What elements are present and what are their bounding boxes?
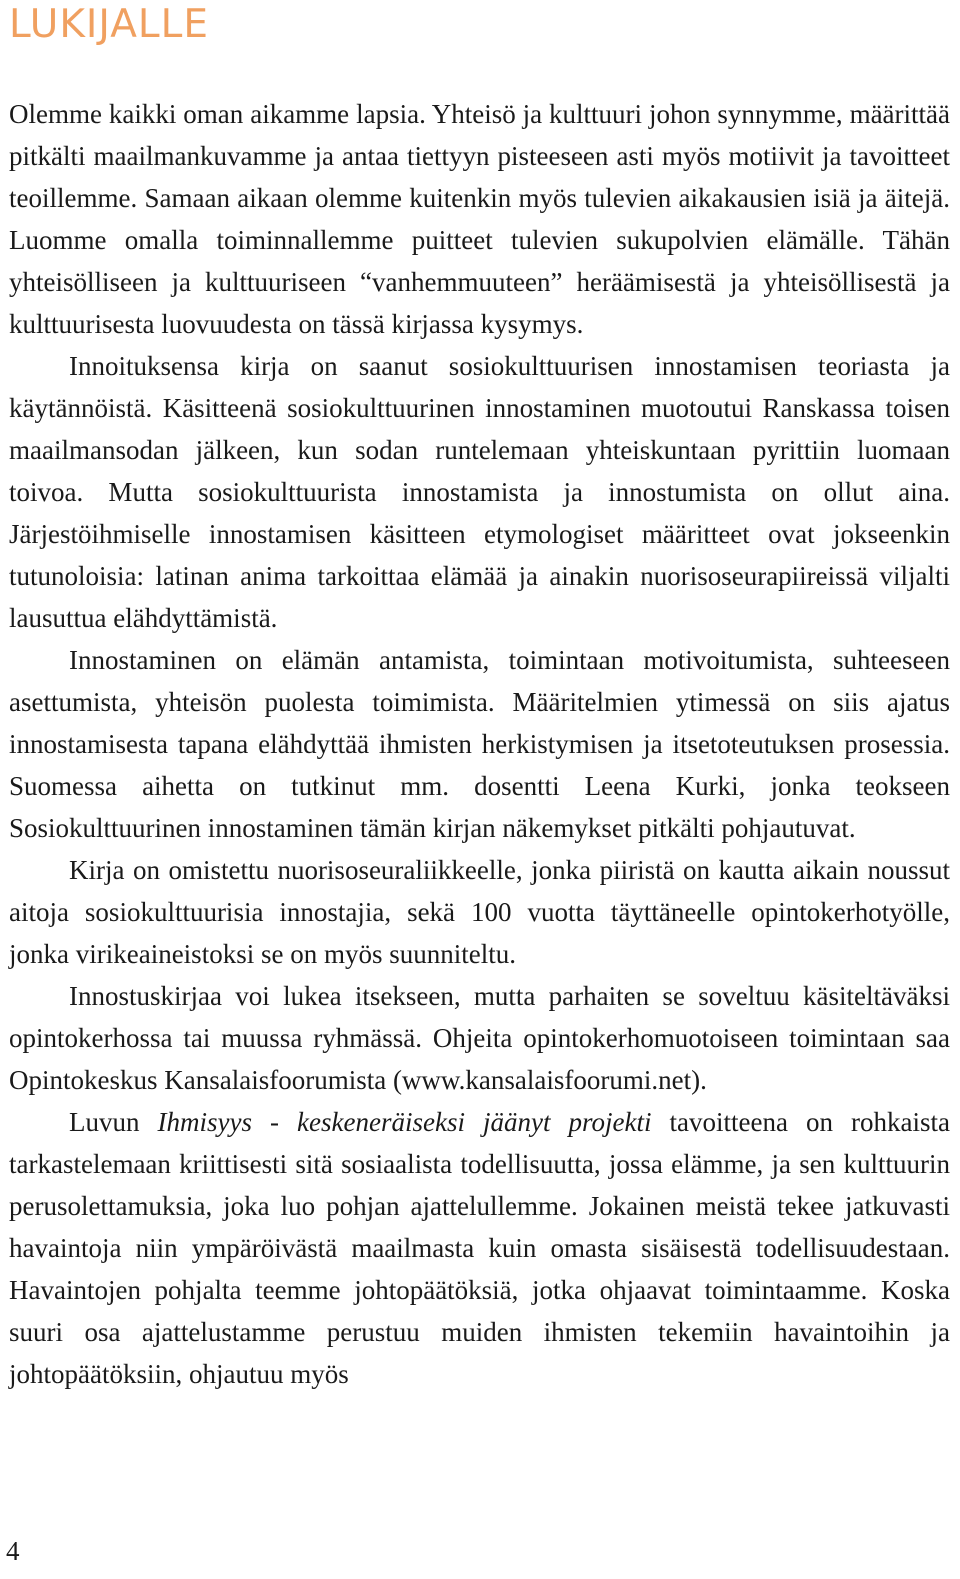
paragraph-4: Kirja on omistettu nuorisoseuraliikkeelle, jonka piiristä on kautta aikain noussut aitoja sosiokulttuurisia innostajia, sekä 100 vuotta täyttäneelle opintokerhotyölle, jonka virikeaineistoksi se on myös suunniteltu. [9,855,950,969]
paragraph-2: Innoituksensa kirja on saanut sosiokulttuurisen innostamisen teoriasta ja käytännöistä. Käsitteenä sosiokulttuurinen innostaminen muotoutui Ranskassa toisen maailmansodan jälkeen, kun sodan runtelemaan yhteiskuntaan pyrittiin luomaan toivoa. Mutta sosiokulttuurista innostamista ja innostumista on ollut aina. Järjestöihmiselle innostamisen käsitteen etymologiset määritteet ovat jokseenkin tutunoloisia: latinan anima tarkoittaa elämää ja ainakin nuorisoseurapiireissä viljalti lausuttua elähdyttämistä. [9,351,950,633]
paragraph-3: Innostaminen on elämän antamista, toimintaan motivoitumista, suhteeseen asettumista, yhteisön puolesta toimimista. Määritelmien ytimessä on siis ajatus innostamisesta tapana elähdyttää ihmisten herkistymisen ja itsetoteutuksen prosessia. Suomessa aihetta on tutkinut mm. dosentti Leena Kurki, jonka teokseen Sosiokulttuurinen innostaminen tämän kirjan näkemykset pitkälti pohjautuvat. [9,645,950,843]
chapter-title-italic: Ihmisyys - keskeneräiseksi jäänyt projekti [157,1107,652,1137]
paragraph-6-lead: Luvun [69,1107,158,1137]
paragraph-5: Innostuskirjaa voi lukea itsekseen, mutta parhaiten se soveltuu käsiteltäväksi opintokerhossa tai muussa ryhmässä. Ohjeita opintokerhomuotoiseen toimintaan saa Opintokeskus Kansalaisfoorumista (www.kansalaisfoorumi.net). [9,981,950,1095]
page-heading: LUKIJALLE [9,2,210,47]
paragraph-6-rest: tavoitteena on rohkaista tarkastelemaan kriittisesti sitä sosiaalista todellisuutta, jossa elämme, ja sen kulttuurin perusolettamuksia, joka luo pohjan ajattelullemme. Jokainen meistä tekee jatkuvasti havaintoja niin ympäröivästä maailmasta kuin omasta sisäisestä todellisuudestaan. Havaintojen pohjalta teemme johtopäätöksiä, jotka ohjaavat toimintaamme. Koska suuri osa ajattelustamme perustuu muiden ihmisten tekemiin havaintoihin ja johtopäätöksiin, ohjautuu myös [9,1107,950,1389]
paragraph-6 [9,1101,950,1395]
body-text [9,93,950,1395]
paragraph-1: Olemme kaikki oman aikamme lapsia. Yhteisö ja kulttuuri johon synnymme, määrittää pitkälti maailmankuvamme ja antaa tiettyyn pisteeseen asti myös motiivit ja tavoitteet teoillemme. Samaan aikaan olemme kuitenkin myös tulevien aikakausien isiä ja äitejä. Luomme omalla toiminnallemme puitteet tulevien sukupolvien elämälle. Tähän yhteisölliseen ja kulttuuriseen “vanhemmuuteen” heräämisestä ja yhteisöllisestä ja kulttuurisesta luovuudesta on tässä kirjassa kysymys. [9,99,950,339]
page-number: 4 [6,1536,20,1566]
